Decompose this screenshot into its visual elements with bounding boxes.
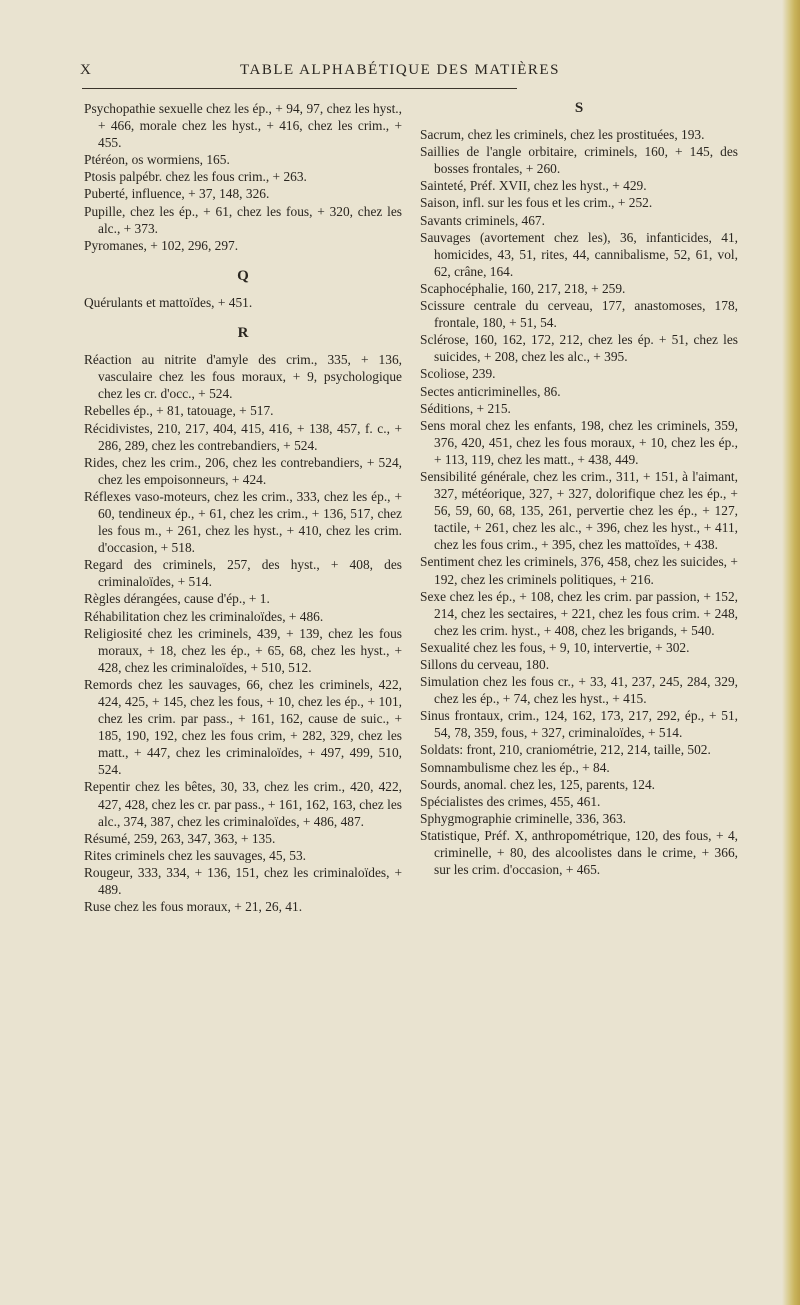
index-entry: Ptéréon, os wormiens, 165. (84, 152, 230, 168)
left-column (84, 100, 402, 915)
right-column (420, 100, 738, 878)
index-entry: Savants criminels, 467. (420, 212, 545, 228)
index-entry: Rites criminels chez les sauvages, 45, 53. (84, 847, 307, 863)
index-entry: Sexe chez les ép., + 108, chez les crim. par passion, + 152, 214, chez les sectaires, + 221, chez les fous crim. + 248, chez les crim. hyst., + 408, chez les brigands, + 540. (420, 588, 738, 638)
index-entry: Simulation chez les fous cr., + 33, 41, 237, 245, 284, 329, chez les ép., + 74, chez les hyst., + 415. (420, 674, 738, 707)
r-entries (84, 351, 402, 915)
index-entry: Ptosis palpébr. chez les fous crim., + 263. (84, 169, 307, 185)
index-entry: Séditions, + 215. (420, 400, 511, 416)
index-entry: Pupille, chez les ép., + 61, chez les fous, + 320, chez les alc., + 373. (84, 203, 402, 236)
index-entry: Rides, chez les crim., 206, chez les contrebandiers, + 524, chez les empoisonneurs, + 424. (84, 454, 402, 487)
index-entry: Réaction au nitrite d'amyle des crim., 335, + 136, vasculaire chez les fous moraux, + 9, psychologique chez les cr. d'occ., + 524. (84, 352, 402, 402)
p-entries (84, 100, 402, 254)
section-letter-q: Q (237, 267, 249, 284)
index-entry: Sillons du cerveau, 180. (420, 657, 550, 672)
index-entry: Sacrum, chez les criminels, chez les prostituées, 193. (420, 127, 705, 143)
q-entries (84, 294, 402, 311)
section-letter-s: S (574, 100, 584, 116)
index-entry: Rougeur, 333, 334, + 136, 151, chez les criminaloïdes, + 489. (84, 864, 402, 898)
index-entry: Pyromanes, + 102, 296, 297. (84, 237, 239, 253)
index-entry: Regard des criminels, 257, des hyst., + 408, des criminaloïdes, + 514. (84, 557, 402, 590)
index-entry: Quérulants et mattoïdes, + 451. (84, 294, 253, 310)
index-entry: Rebelles ép., + 81, tatouage, + 517. (84, 403, 274, 419)
index-entry: Récidivistes, 210, 217, 404, 415, 416, + 138, 457, f. c., + 286, 289, chez les contrebandiers, + 524. (84, 420, 402, 453)
index-entry: Psychopathie sexuelle chez les ép., + 94, 97, chez les hyst., + 466, morale chez les hyst., + 416, chez les crim., + 455. (84, 101, 402, 151)
index-entry: Religiosité chez les criminels, 439, + 139, chez les fous moraux, + 18, chez les ép., + 65, 68, chez les hyst., + 428, chez les criminaloïdes, + 510, 512. (84, 625, 402, 675)
index-entry: Sphygmographie criminelle, 336, 363. (420, 810, 627, 826)
index-entry: Règles dérangées, cause d'ép., + 1. (84, 591, 270, 607)
index-entry: Scissure centrale du cerveau, 177, anastomoses, 178, frontale, 180, + 51, 54. (420, 298, 738, 331)
index-entry: Réhabilitation chez les criminaloïdes, + 486. (84, 608, 324, 624)
page-edge-shadow (782, 0, 800, 1305)
index-entry: Sens moral chez les enfants, 198, chez les criminels, 359, 376, 420, 451, chez les fous moraux, + 10, chez les ép., + 113, 119, chez les matt., + 438, 449. (420, 417, 738, 467)
index-entry: Saison, infl. sur les fous et les crim., + 252. (420, 195, 653, 211)
index-entry: Puberté, influence, + 37, 148, 326. (84, 186, 270, 202)
index-entry: Statistique, Préf. X, anthropométrique, 120, des fous, + 4, criminelle, + 80, des alcoolistes dans le crime, + 366, sur les crim. d'occasion, + 465. (420, 827, 738, 878)
s-entries (420, 126, 738, 878)
index-entry: Sinus frontaux, crim., 124, 162, 173, 217, 292, ép., + 51, 54, 78, 359, fous, + 327, criminaloïdes, + 514. (420, 708, 738, 741)
index-entry: Somnambulisme chez les ép., + 84. (420, 759, 610, 775)
index-entry: Remords chez les sauvages, 66, chez les criminels, 422, 424, 425, + 145, chez les fous, + 10, chez les ép., + 101, chez les crim. par pass., + 161, 162, cause de suic., + 185, 190, 192, chez les fous crim, + 282, 329, chez les matt., + 447, chez les criminaloïdes, + 497, 499, 510, 524. (84, 676, 402, 778)
running-title: TABLE ALPHABÉTIQUE DES MATIÈRES (240, 62, 560, 78)
index-entry: Saillies de l'angle orbitaire, criminels, 160, + 145, des bosses frontales, + 260. (420, 144, 738, 177)
header-rule (82, 88, 517, 89)
index-entry: Ruse chez les fous moraux, + 21, 26, 41. (84, 899, 303, 915)
index-entry: Scaphocéphalie, 160, 217, 218, + 259. (420, 280, 626, 296)
index-entry: Sectes anticriminelles, 86. (420, 383, 561, 399)
index-entry: Sensibilité générale, chez les crim., 311, + 151, à l'aimant, 327, météorique, 327, + 327, dolorifique chez les ép., + 56, 59, 60, 68, 135, 261, pervertie chez les ép., + 127, tactile, + 261, chez les alc., + 396, chez les hyst., + 411, chez les fous crim., + 395, chez les mattoïdes, + 438. (420, 468, 738, 553)
index-entry: Spécialistes des crimes, 455, 461. (420, 793, 601, 809)
index-entry: Sauvages (avortement chez les), 36, infanticides, 41, homicides, 43, 51, rites, 44, cannibalisme, 52, 61, vol, 62, crâne, 164. (420, 229, 738, 279)
section-letter-r: R (237, 325, 249, 342)
index-entry: Sentiment chez les criminels, 376, 458, chez les suicides, + 192, chez les criminels politiques, + 216. (420, 554, 738, 587)
index-entry: Soldats: front, 210, craniométrie, 212, 214, taille, 502. (420, 742, 711, 758)
page-number: X (80, 62, 93, 78)
index-entry: Sainteté, Préf. XVII, chez les hyst., + 429. (420, 178, 647, 194)
index-entry: Repentir chez les bêtes, 30, 33, chez les crim., 420, 422, 427, 428, chez les cr. par pass., + 161, 162, 163, chez les alc., 374, 387, chez les criminaloïdes, + 486, 487. (84, 779, 402, 829)
index-entry: Scoliose, 239. (420, 366, 496, 382)
index-entry: Sexualité chez les fous, + 9, 10, intervertie, + 302. (420, 639, 690, 655)
index-entry: Sclérose, 160, 162, 172, 212, chez les ép. + 51, chez les suicides, + 208, chez les alc., + 395. (420, 332, 738, 365)
index-entry: Réflexes vaso-moteurs, chez les crim., 333, chez les ép., + 60, tendineux ép., + 61, chez les crim., + 136, 517, chez les fous m., + 261, chez les hyst., + 410, chez les crim. d'occasion, + 518. (84, 488, 402, 556)
index-entry: Résumé, 259, 263, 347, 363, + 135. (84, 830, 276, 846)
index-entry: Sourds, anomal. chez les, 125, parents, 124. (420, 776, 656, 792)
